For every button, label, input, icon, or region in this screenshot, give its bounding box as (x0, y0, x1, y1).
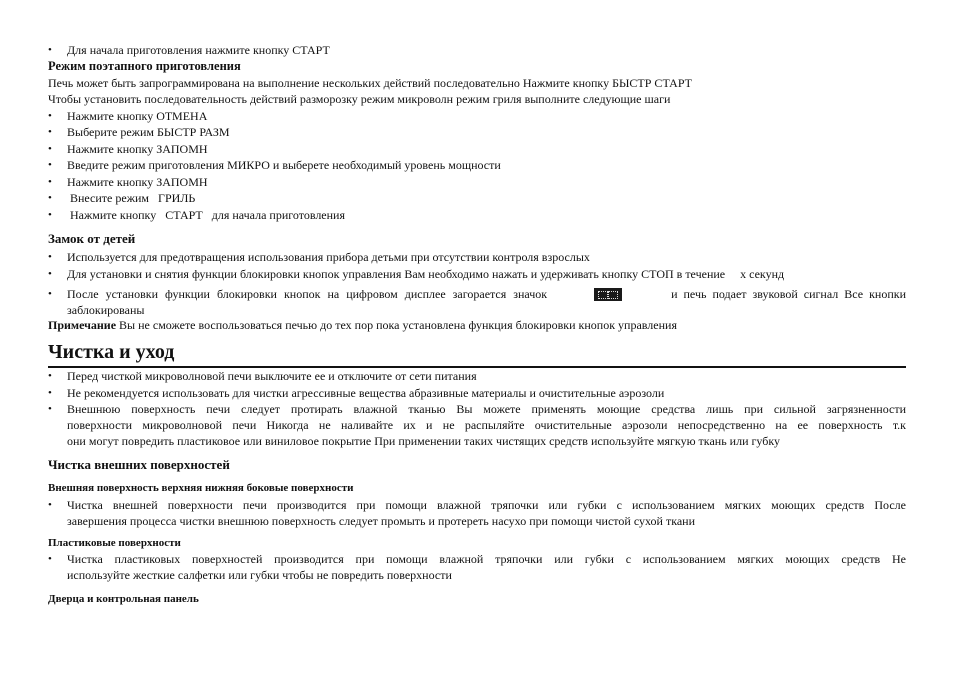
cleaning-text: Внешнюю поверхность печи следует протирать влажной тканью Вы можете применять моющие средства лишь при сильной загрязненности (67, 402, 906, 416)
child-lock-item (48, 286, 906, 320)
step-text: Нажмите кнопку СТАРТ для начала приготовления (67, 208, 345, 222)
child-lock-heading: Замок от детей (48, 231, 136, 246)
cleaning-text: они могут повредить пластиковое или виниловое покрытие При применении таких чистящих средств используйте мягкую ткань или губку (67, 434, 781, 448)
step-text: Нажмите кнопку ОТМЕНА (67, 109, 208, 123)
child-lock-note (48, 317, 906, 333)
plastic-subheading: Пластиковые поверхности (48, 537, 181, 549)
cleaning-text: Не рекомендуется использовать для чистки агрессивные вещества абразивные материалы и очистительные аэрозоли (67, 386, 665, 400)
plastic-text: используйте жесткие салфетки или губки чтобы не повредить поверхности (67, 568, 452, 582)
stepwise-heading: Режим поэтапного приготовления (48, 59, 241, 73)
lock-display-icon (594, 288, 622, 301)
bullet-icon: • (48, 209, 52, 221)
cleaning-title: Чистка и уход (48, 338, 906, 368)
bullet-icon: • (48, 143, 52, 155)
stepwise-intro-1: Печь может быть запрограммирована на выполнение нескольких действий последовательно Нажмите кнопку БЫСТР СТАРТ (48, 76, 692, 90)
bullet-icon: • (48, 370, 52, 382)
note-label: Примечание (48, 318, 117, 332)
external-heading: Чистка внешних поверхностей (48, 457, 230, 472)
external-subheading: Внешняя поверхность верхняя нижняя боковые поверхности (48, 482, 354, 494)
bullet-icon: • (48, 403, 52, 415)
note-text: Вы не сможете воспользоваться печью до тех пор пока установлена функция блокировки кнопок управления (116, 318, 677, 332)
step-text: Нажмите кнопку ЗАПОМН (67, 142, 208, 156)
child-lock-text: Используется для предотвращения использования прибора детьми при отсутствии контроля взрослых (67, 250, 590, 264)
bullet-icon: • (48, 499, 52, 511)
stepwise-intro-2: Чтобы установить последовательность действий разморозку режим микроволн режим гриля выполните следующие шаги (48, 92, 671, 106)
bullet-icon: • (48, 251, 52, 263)
bullet-icon: • (48, 159, 52, 171)
external-text: завершения процесса чистки внешнюю поверхность следует промыть и протереть насухо при помощи чистой сухой ткани (67, 514, 696, 528)
plastic-text: Чистка пластиковых поверхностей производится при помощи влажной тряпочки или губки с использованием мягких моющих средств Не (67, 552, 906, 566)
cleaning-text: Перед чисткой микроволновой печи выключите ее и отключите от сети питания (67, 369, 477, 383)
child-lock-text: После установки функции блокировки кнопок на цифровом дисплее загорается значок (67, 287, 548, 301)
bullet-icon: • (48, 288, 52, 300)
start-instruction-text: Для начала приготовления нажмите кнопку СТАРТ (67, 43, 330, 57)
step-text: Внесите режим ГРИЛЬ (67, 191, 196, 205)
child-lock-line (67, 286, 906, 302)
bullet-icon: • (48, 110, 52, 122)
child-lock-text: и печь подает звуковой сигнал Все кнопки (671, 287, 906, 301)
door-panel-subheading: Дверца и контрольная панель (48, 593, 199, 605)
step-text: Нажмите кнопку ЗАПОМН (67, 175, 208, 189)
step-text: Выберите режим БЫСТР РАЗМ (67, 125, 230, 139)
child-lock-text: заблокированы (67, 303, 145, 317)
bullet-icon: • (48, 176, 52, 188)
bullet-icon: • (48, 387, 52, 399)
cleaning-text: поверхности микроволновой печи Никогда не наливайте их и не распыляйте очистительные аэрозоли непосредственно на ее поверхность т.к (67, 418, 906, 432)
external-text: Чистка внешней поверхности печи производится при помощи влажной тряпочки или губки с использованием мягких моющих средств После (67, 498, 906, 512)
bullet-icon: • (48, 44, 52, 56)
step-text: Введите режим приготовления МИКРО и выберете необходимый уровень мощности (67, 158, 501, 172)
bullet-icon: • (48, 126, 52, 138)
bullet-icon: • (48, 553, 52, 565)
bullet-icon: • (48, 268, 52, 280)
child-lock-text: Для установки и снятия функции блокировки кнопок управления Вам необходимо нажать и удерживать кнопку СТОП в течение х секунд (67, 267, 785, 281)
bullet-icon: • (48, 192, 52, 204)
